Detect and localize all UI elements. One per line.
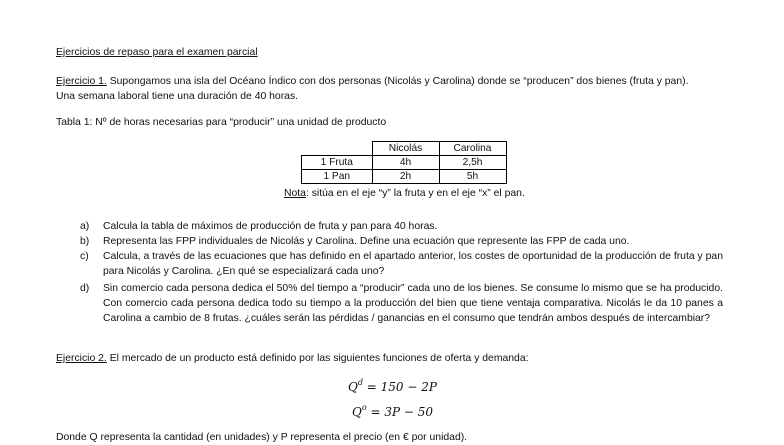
ex2-intro-text: El mercado de un producto está definido por las siguientes funciones de oferta y demanda:	[106, 353, 529, 364]
ex1-text-line1: Supongamos una isla del Océano Índico con dos personas (Nicolás y Carolina) donde se “producen” dos bienes (fruta y pan).	[106, 76, 689, 87]
supply-equation	[352, 403, 433, 419]
item-a-letter: a)	[80, 221, 90, 232]
page-heading: Ejercicios de repaso para el examen parcial	[56, 47, 258, 58]
item-c-text: Calcula, a través de las ecuaciones que has definido en el apartado anterior, los costes de oportunidad de la producción de fruta y pan para Nicolás y Carolina. ¿En qué se especializará cada uno?	[103, 251, 723, 277]
item-b-letter: b)	[80, 236, 90, 247]
table-cell: 2,5h	[439, 156, 506, 170]
eq2-lhs: Q	[352, 405, 362, 419]
table-header-carolina: Carolina	[439, 142, 506, 156]
note-label: Nota	[284, 188, 306, 199]
eq1-sup: d	[357, 378, 363, 387]
item-b-text: Representa las FPP individuales de Nicolás y Carolina. Define una ecuación que represente las FPP de cada uno.	[103, 236, 630, 247]
ex1-label: Ejercicio 1.	[56, 76, 107, 87]
eq2-rhs: = 3P − 50	[366, 405, 434, 419]
table-cell: 4h	[372, 156, 439, 170]
ex1-line2: Una semana laboral tiene una duración de 40 horas.	[56, 91, 299, 102]
ex2-intro	[56, 352, 529, 366]
demand-equation	[348, 378, 437, 394]
table-cell: 1 Pan	[302, 170, 373, 184]
table-note	[284, 187, 525, 201]
table-header-row	[302, 142, 507, 156]
eq2-sup: o	[361, 403, 367, 412]
ex2-label: Ejercicio 2.	[56, 353, 107, 364]
table-cell: 5h	[439, 170, 506, 184]
hours-table	[301, 141, 507, 184]
item-d-letter: d)	[80, 283, 90, 294]
eq1-lhs: Q	[348, 380, 358, 394]
ex2-after: Donde Q representa la cantidad (en unidades) y P representa el precio (en € por unidad).	[56, 432, 468, 443]
table-header-empty	[302, 142, 373, 156]
table-row	[302, 156, 507, 170]
table-header-nicolas: Nicolás	[372, 142, 439, 156]
item-d-text: Sin comercio cada persona dedica el 50% del tiempo a “producir” cada uno de los bienes. Se consume lo mismo que se ha producido. Con comercio cada persona dedica todo su tiempo a la producción del bien que tiene ventaja comparativa. Nicolás le da 10 panes a Carolina a cambio de 8 frutas. ¿cuáles serán las pérdidas / ganancias en el consumo que tendrán ambos después de intercambiar?	[103, 283, 723, 324]
table-caption: Tabla 1: Nº de horas necesarias para “producir” una unidad de producto	[56, 117, 387, 128]
item-c-letter: c)	[80, 251, 89, 262]
ex1-line1	[56, 75, 688, 89]
table-row	[302, 170, 507, 184]
eq1-rhs: = 150 − 2P	[362, 380, 437, 394]
table-cell: 2h	[372, 170, 439, 184]
item-a-text: Calcula la tabla de máximos de producción de fruta y pan para 40 horas.	[103, 221, 438, 232]
table-cell: 1 Fruta	[302, 156, 373, 170]
note-text: : sitúa en el eje “y” la fruta y en el eje “x” el pan.	[305, 188, 525, 199]
